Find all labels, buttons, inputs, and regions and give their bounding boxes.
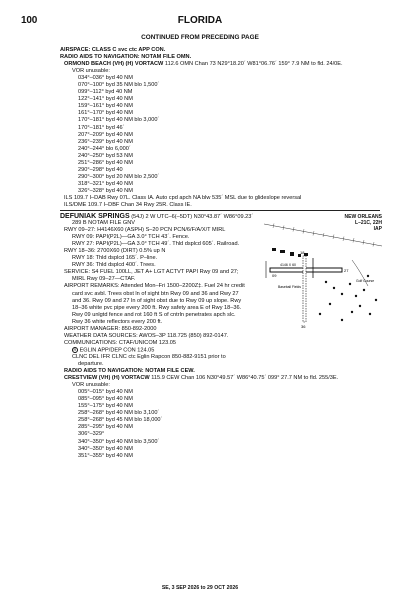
runway-18-36-shape bbox=[303, 256, 306, 322]
railroad-line bbox=[264, 224, 382, 246]
unusable-item: 340°–350° byd 40 NM bbox=[78, 445, 133, 452]
remark-line: card svc avbl. Trees obst ln of sight btn Rwy 09 and 36 and Rwy 27 bbox=[72, 290, 239, 297]
continued-note: CONTINUED FROM PRECEDING PAGE bbox=[141, 34, 259, 41]
remark-line: Rwy 09 unlgtd fence and rot 160 ft S of cntrln penetrates apch slc. bbox=[72, 311, 236, 318]
unusable-item: 170°–181° byd 40 NM blo 3,000´ bbox=[78, 117, 160, 124]
runway-36: RWY 36: Thld dsplcd 400´. Trees. bbox=[72, 262, 156, 269]
vor-unusable-label: VOR unusable: bbox=[72, 68, 110, 75]
unusable-item: 170°–181° byd 46´ bbox=[78, 124, 125, 131]
unusable-item: 159°–161° byd 40 NM bbox=[78, 103, 133, 110]
unusable-item: 099°–112° byd 40 NM bbox=[78, 89, 133, 96]
weather-sources: WEATHER DATA SOURCES: AWOS–3P 118.725 (850) 892-0147. bbox=[64, 332, 229, 339]
runway-09-label: 09 bbox=[272, 273, 277, 278]
runway-27-label: 27 bbox=[344, 268, 349, 273]
vor-unusable-list bbox=[60, 389, 380, 459]
remark-line: AIRPORT REMARKS: Attended Mon–Fri 1500–2200Z‡. Fuel 24 hr credit bbox=[64, 283, 245, 290]
unusable-item: 085°–095° byd 40 NM bbox=[78, 396, 133, 403]
vor-unusable-label: VOR unusable: bbox=[72, 382, 110, 389]
unusable-item: 318°–321° byd 40 NM bbox=[78, 180, 133, 187]
remark-line: and 36. Rwy 09 and 27 ln of sight obst due to Rwy 09 up slope. Rwy bbox=[72, 297, 242, 304]
service-line2: MIRL Rwy 09–27—CTAF. bbox=[72, 276, 136, 283]
service-line: SERVICE: S4 FUEL 100LL, JET A+ LGT ACTVT PAPI Rwy 09 and 27; bbox=[64, 269, 239, 276]
crestview-details: 115.9 CEW Chan 106 N30°49.57´ W86°40.75´ 099° 27.7 NM to fld. 255/3E. bbox=[151, 375, 339, 382]
airport-info: 2 W UTC–6(–5DT) N30°43.87´ W86°09.23´ bbox=[145, 214, 254, 220]
airport-manager: AIRPORT MANAGER: 850-892-2000 bbox=[64, 325, 157, 332]
communications: COMMUNICATIONS: CTAF/UNICOM 123.05 bbox=[64, 339, 176, 346]
clearance-delivery-2: departure. bbox=[78, 360, 104, 367]
unusable-item: 351°–355° byd 40 NM bbox=[78, 452, 133, 459]
unusable-item: 340°–350° byd 40 NM blo 3,500´ bbox=[78, 438, 160, 445]
remark-line: 18–36 white pvc pipe every 200 ft. Rwy safety area E of Rwy 18–36. bbox=[72, 304, 242, 311]
runway-27: RWY 27: PAPI(P2L)—GA 3.0° TCH 49´. Thld dsplcd 605´. Railroad. bbox=[72, 241, 240, 248]
corner-chart: L–21C, 22H bbox=[355, 220, 382, 226]
unusable-item: 240°–250° byd 53 NM bbox=[78, 152, 133, 159]
state-title: FLORIDA bbox=[177, 15, 223, 26]
baseball-fields-label: Baseball Fields bbox=[278, 285, 301, 289]
radio-aids-header: RADIO AIDS TO NAVIGATION: NOTAM FILE OMN. bbox=[60, 54, 192, 61]
runway-18-36: RWY 18–36: 2700X60 (DIRT) 0.5% up N bbox=[64, 248, 166, 255]
radio-aids-header: RADIO AIDS TO NAVIGATION: NOTAM FILE CEW. bbox=[64, 368, 195, 375]
remark-line: Rwy 36 white reflectors every 200 ft. bbox=[72, 318, 163, 325]
unusable-item: 240°–244° blo 6,000´ bbox=[78, 145, 131, 152]
runway-09-27: RWY 09–27: H4146X60 (ASPH) S–20 PCN PCN/6/F/A/X/T MIRL bbox=[64, 227, 226, 234]
vor-unusable-list bbox=[60, 75, 380, 195]
vortac-details: 112.6 OMN Chan 73 N29°18.20´ W81°06.76´ 159° 7.9 NM to fld. 24/0E. bbox=[164, 61, 343, 68]
clearance-delivery: CLNC DEL IFR CLNC ctc Eglin Rapcon 850-882-9151 prior to bbox=[72, 353, 226, 360]
runway-dimension-label: 4146 X 60 bbox=[280, 263, 296, 267]
unusable-item: 236°–239° byd 40 NM bbox=[78, 138, 133, 145]
golf-course-label: Golf Course bbox=[356, 279, 375, 283]
railroad-ties bbox=[273, 224, 374, 247]
ils-line: ILS 109.7 I–DAB Rwy 07L. Class IA. Auto cpd apch NA blw 535´ MSL due to glideslope reversal bbox=[64, 194, 302, 201]
unusable-item: 005°–015° byd 40 NM bbox=[78, 389, 133, 396]
section-divider bbox=[60, 210, 380, 211]
page-footer: SE, 3 SEP 2026 to 29 OCT 2026 bbox=[161, 585, 239, 591]
runway-18: RWY 18: Thld dsplcd 165´. P–line. bbox=[72, 255, 158, 262]
unusable-item: 290°–300° byd 20 NM blo 2,500´ bbox=[78, 173, 160, 180]
unusable-item: 207°–209° byd 40 NM bbox=[78, 131, 133, 138]
prev-airport-section bbox=[60, 47, 380, 209]
crestview-line bbox=[60, 375, 380, 382]
corner-city: NEW ORLEANS bbox=[344, 214, 382, 220]
runway-36-label: 36 bbox=[301, 324, 306, 329]
vortac-line bbox=[60, 61, 380, 68]
ils-dme-line: ILS/DME 109.7 I–DBF Chan 34 Rwy 25R. Class IE. bbox=[64, 202, 192, 209]
runway-09: RWY 09: PAPI(P2L)—GA 3.0° TCH 43´. Fence. bbox=[72, 234, 190, 241]
unusable-item: 155°–175° byd 40 NM bbox=[78, 403, 133, 410]
unusable-item: 285°–295° byd 40 NM bbox=[78, 424, 133, 431]
unusable-item: 290°–298° byd 40 bbox=[78, 166, 123, 173]
airspace-line: AIRSPACE: CLASS C svc ctc APP CON. bbox=[60, 47, 166, 53]
unusable-item: 326°–328° byd 40 NM bbox=[78, 187, 133, 194]
crestview-name: CRESTVIEW (VH) (H) VORTACW bbox=[64, 375, 150, 382]
airport-line2: 289 B NOTAM FILE GNV bbox=[72, 220, 135, 227]
page-number: 100 bbox=[21, 15, 38, 26]
unusable-item: 251°–286° byd 40 NM bbox=[78, 159, 133, 166]
unusable-item: 258°–268° byd 45 NM blo 18,000´ bbox=[78, 417, 163, 424]
unusable-item: 161°–170° byd 40 NM bbox=[78, 110, 133, 117]
airport-diagram bbox=[264, 216, 382, 346]
airport-name: DEFUNIAK SPRINGS bbox=[60, 213, 130, 220]
unusable-item: 258°–268° byd 40 NM blo 3,100´ bbox=[78, 410, 160, 417]
airport-id: (54J) bbox=[131, 214, 144, 220]
app-dep-con: R EGLIN APP/DEP CON 124.05 bbox=[73, 346, 155, 354]
vortac-name: ORMOND BEACH (VH) (H) VORTACW bbox=[64, 61, 164, 68]
unusable-item: 070°–100° byd 35 NM blo 1,500´ bbox=[78, 82, 160, 89]
runway-18-label: 18 bbox=[300, 250, 305, 255]
unusable-item: 034°–036° byd 40 NM bbox=[78, 75, 133, 82]
r-icon: R bbox=[73, 346, 77, 352]
corner-iap: IAP bbox=[373, 226, 382, 232]
unusable-item: 122°–141° byd 40 NM bbox=[78, 96, 133, 103]
unusable-item: 306°–329° bbox=[78, 431, 105, 438]
